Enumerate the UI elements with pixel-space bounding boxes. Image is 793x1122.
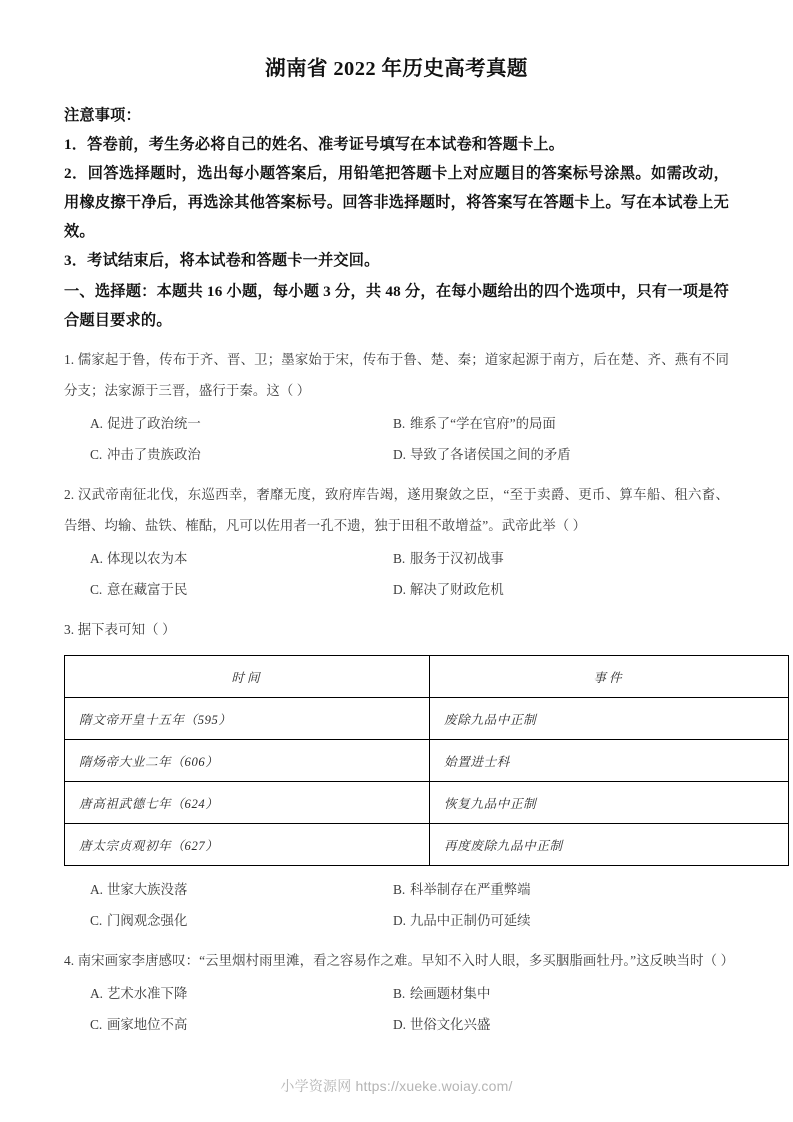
table-row — [65, 739, 789, 781]
option-d[interactable] — [391, 574, 729, 605]
option-row — [64, 874, 729, 905]
question-3-stem: 3. 据下表可知（ ） — [64, 621, 176, 637]
question-4-options — [64, 978, 729, 1040]
option-a[interactable] — [64, 978, 391, 1009]
table-row — [65, 823, 789, 865]
section-heading-multiple-choice: 一、选择题：本题共 16 小题，每小题 3 分，共 48 分，在每小题给出的四个选项中，只有一项是符合题目要求的。 — [64, 282, 729, 329]
option-label: 九品中正制仍可延续 — [410, 912, 531, 928]
table-cell-time: 隋文帝开皇十五年（595） — [65, 697, 430, 739]
question-1 — [64, 344, 729, 470]
option-letter: C. — [90, 1016, 103, 1032]
option-row — [64, 978, 729, 1009]
notice-item-2: 2．回答选择题时，选出每小题答案后，用铅笔把答题卡上对应题目的答案标号涂黑。如需改动，用橡皮擦干净后，再选涂其他答案标号。回答非选择题时，将答案写在答题卡上。写在本试卷上无效。 — [64, 164, 729, 240]
option-c[interactable] — [64, 1009, 391, 1040]
option-row — [64, 408, 729, 439]
option-letter: C. — [90, 912, 103, 928]
question-1-stem: 1. 儒家起于鲁，传布于齐、晋、卫；墨家始于宋，传布于鲁、楚、秦；道家起源于南方，后在楚、齐、燕有不同分支；法家源于三晋，盛行于秦。这（ ） — [64, 351, 729, 398]
option-label: 世家大族没落 — [107, 881, 188, 897]
option-label: 世俗文化兴盛 — [410, 1016, 491, 1032]
option-label: 画家地位不高 — [107, 1016, 188, 1032]
option-d[interactable] — [391, 439, 729, 470]
option-b[interactable] — [391, 408, 729, 439]
table-header-event: 事件 — [430, 655, 789, 697]
question-3-table — [64, 655, 789, 866]
option-b[interactable] — [391, 543, 729, 574]
option-label: 促进了政治统一 — [107, 415, 201, 431]
notice-block — [64, 101, 729, 275]
question-3 — [64, 614, 729, 936]
question-1-options — [64, 408, 729, 470]
question-3-table-wrapper — [64, 655, 729, 866]
option-a[interactable] — [64, 408, 391, 439]
page-title: 湖南省 2022 年历史高考真题 — [265, 58, 528, 80]
table-row — [65, 781, 789, 823]
option-label: 意在藏富于民 — [107, 581, 188, 597]
option-row — [64, 1009, 729, 1040]
notice-heading: 注意事项： — [64, 106, 141, 124]
option-row — [64, 543, 729, 574]
option-letter: A. — [90, 415, 104, 431]
question-3-options — [64, 874, 729, 936]
option-row — [64, 905, 729, 936]
table-row — [65, 697, 789, 739]
option-b[interactable] — [391, 874, 729, 905]
option-letter: D. — [393, 1016, 407, 1032]
option-letter: B. — [393, 881, 406, 897]
option-label: 门阀观念强化 — [107, 912, 188, 928]
question-2 — [64, 479, 729, 605]
option-letter: D. — [393, 581, 407, 597]
option-c[interactable] — [64, 574, 391, 605]
option-label: 服务于汉初战事 — [410, 550, 504, 566]
option-a[interactable] — [64, 543, 391, 574]
option-row — [64, 574, 729, 605]
option-letter: D. — [393, 912, 407, 928]
option-letter: B. — [393, 550, 406, 566]
notice-item-3: 3．考试结束后，将本试卷和答题卡一并交回。 — [64, 251, 380, 269]
option-b[interactable] — [391, 978, 729, 1009]
notice-item-1: 1．答卷前，考生务必将自己的姓名、准考证号填写在本试卷和答题卡上。 — [64, 135, 565, 153]
table-cell-event: 再度废除九品中正制 — [430, 823, 789, 865]
option-label: 解决了财政危机 — [410, 581, 504, 597]
table-cell-time: 唐太宗贞观初年（627） — [65, 823, 430, 865]
question-4-stem: 4. 南宋画家李唐感叹：“云里烟村雨里滩，看之容易作之难。早知不入时人眼，多买胭脂画牡丹。”这反映当时（ ） — [64, 952, 735, 968]
option-letter: B. — [393, 985, 406, 1001]
table-cell-time: 隋炀帝大业二年（606） — [65, 739, 430, 781]
table-cell-time: 唐高祖武德七年（624） — [65, 781, 430, 823]
option-d[interactable] — [391, 1009, 729, 1040]
option-label: 科举制存在严重弊端 — [410, 881, 531, 897]
option-label: 艺术水准下降 — [107, 985, 188, 1001]
question-2-stem: 2. 汉武帝南征北伐，东巡西幸，奢靡无度，致府库告竭，遂用聚敛之臣，“至于卖爵、更币、算车船、租六畜、告缗、均输、盐铁、榷酤，凡可以佐用者一孔不遗，独于田租不敢增益”。武帝此举（ ） — [64, 486, 729, 533]
table-header-row — [65, 655, 789, 697]
option-letter: B. — [393, 415, 406, 431]
option-d[interactable] — [391, 905, 729, 936]
option-letter: C. — [90, 446, 103, 462]
option-a[interactable] — [64, 874, 391, 905]
table-header-time: 时间 — [65, 655, 430, 697]
option-c[interactable] — [64, 905, 391, 936]
option-label: 导致了各诸侯国之间的矛盾 — [410, 446, 571, 462]
question-4 — [64, 945, 735, 1040]
option-c[interactable] — [64, 439, 391, 470]
option-row — [64, 439, 729, 470]
question-2-options — [64, 543, 729, 605]
option-letter: D. — [393, 446, 407, 462]
option-label: 冲击了贵族政治 — [107, 446, 201, 462]
footer-watermark: 小学资源网 https://xueke.woiay.com/ — [280, 1078, 513, 1094]
option-letter: A. — [90, 881, 104, 897]
option-label: 维系了“学在官府”的局面 — [410, 415, 556, 431]
table-cell-event: 恢复九品中正制 — [430, 781, 789, 823]
option-label: 绘画题材集中 — [410, 985, 491, 1001]
option-label: 体现以农为本 — [107, 550, 188, 566]
table-cell-event: 废除九品中正制 — [430, 697, 789, 739]
option-letter: A. — [90, 550, 104, 566]
option-letter: C. — [90, 581, 103, 597]
table-cell-event: 始置进士科 — [430, 739, 789, 781]
option-letter: A. — [90, 985, 104, 1001]
